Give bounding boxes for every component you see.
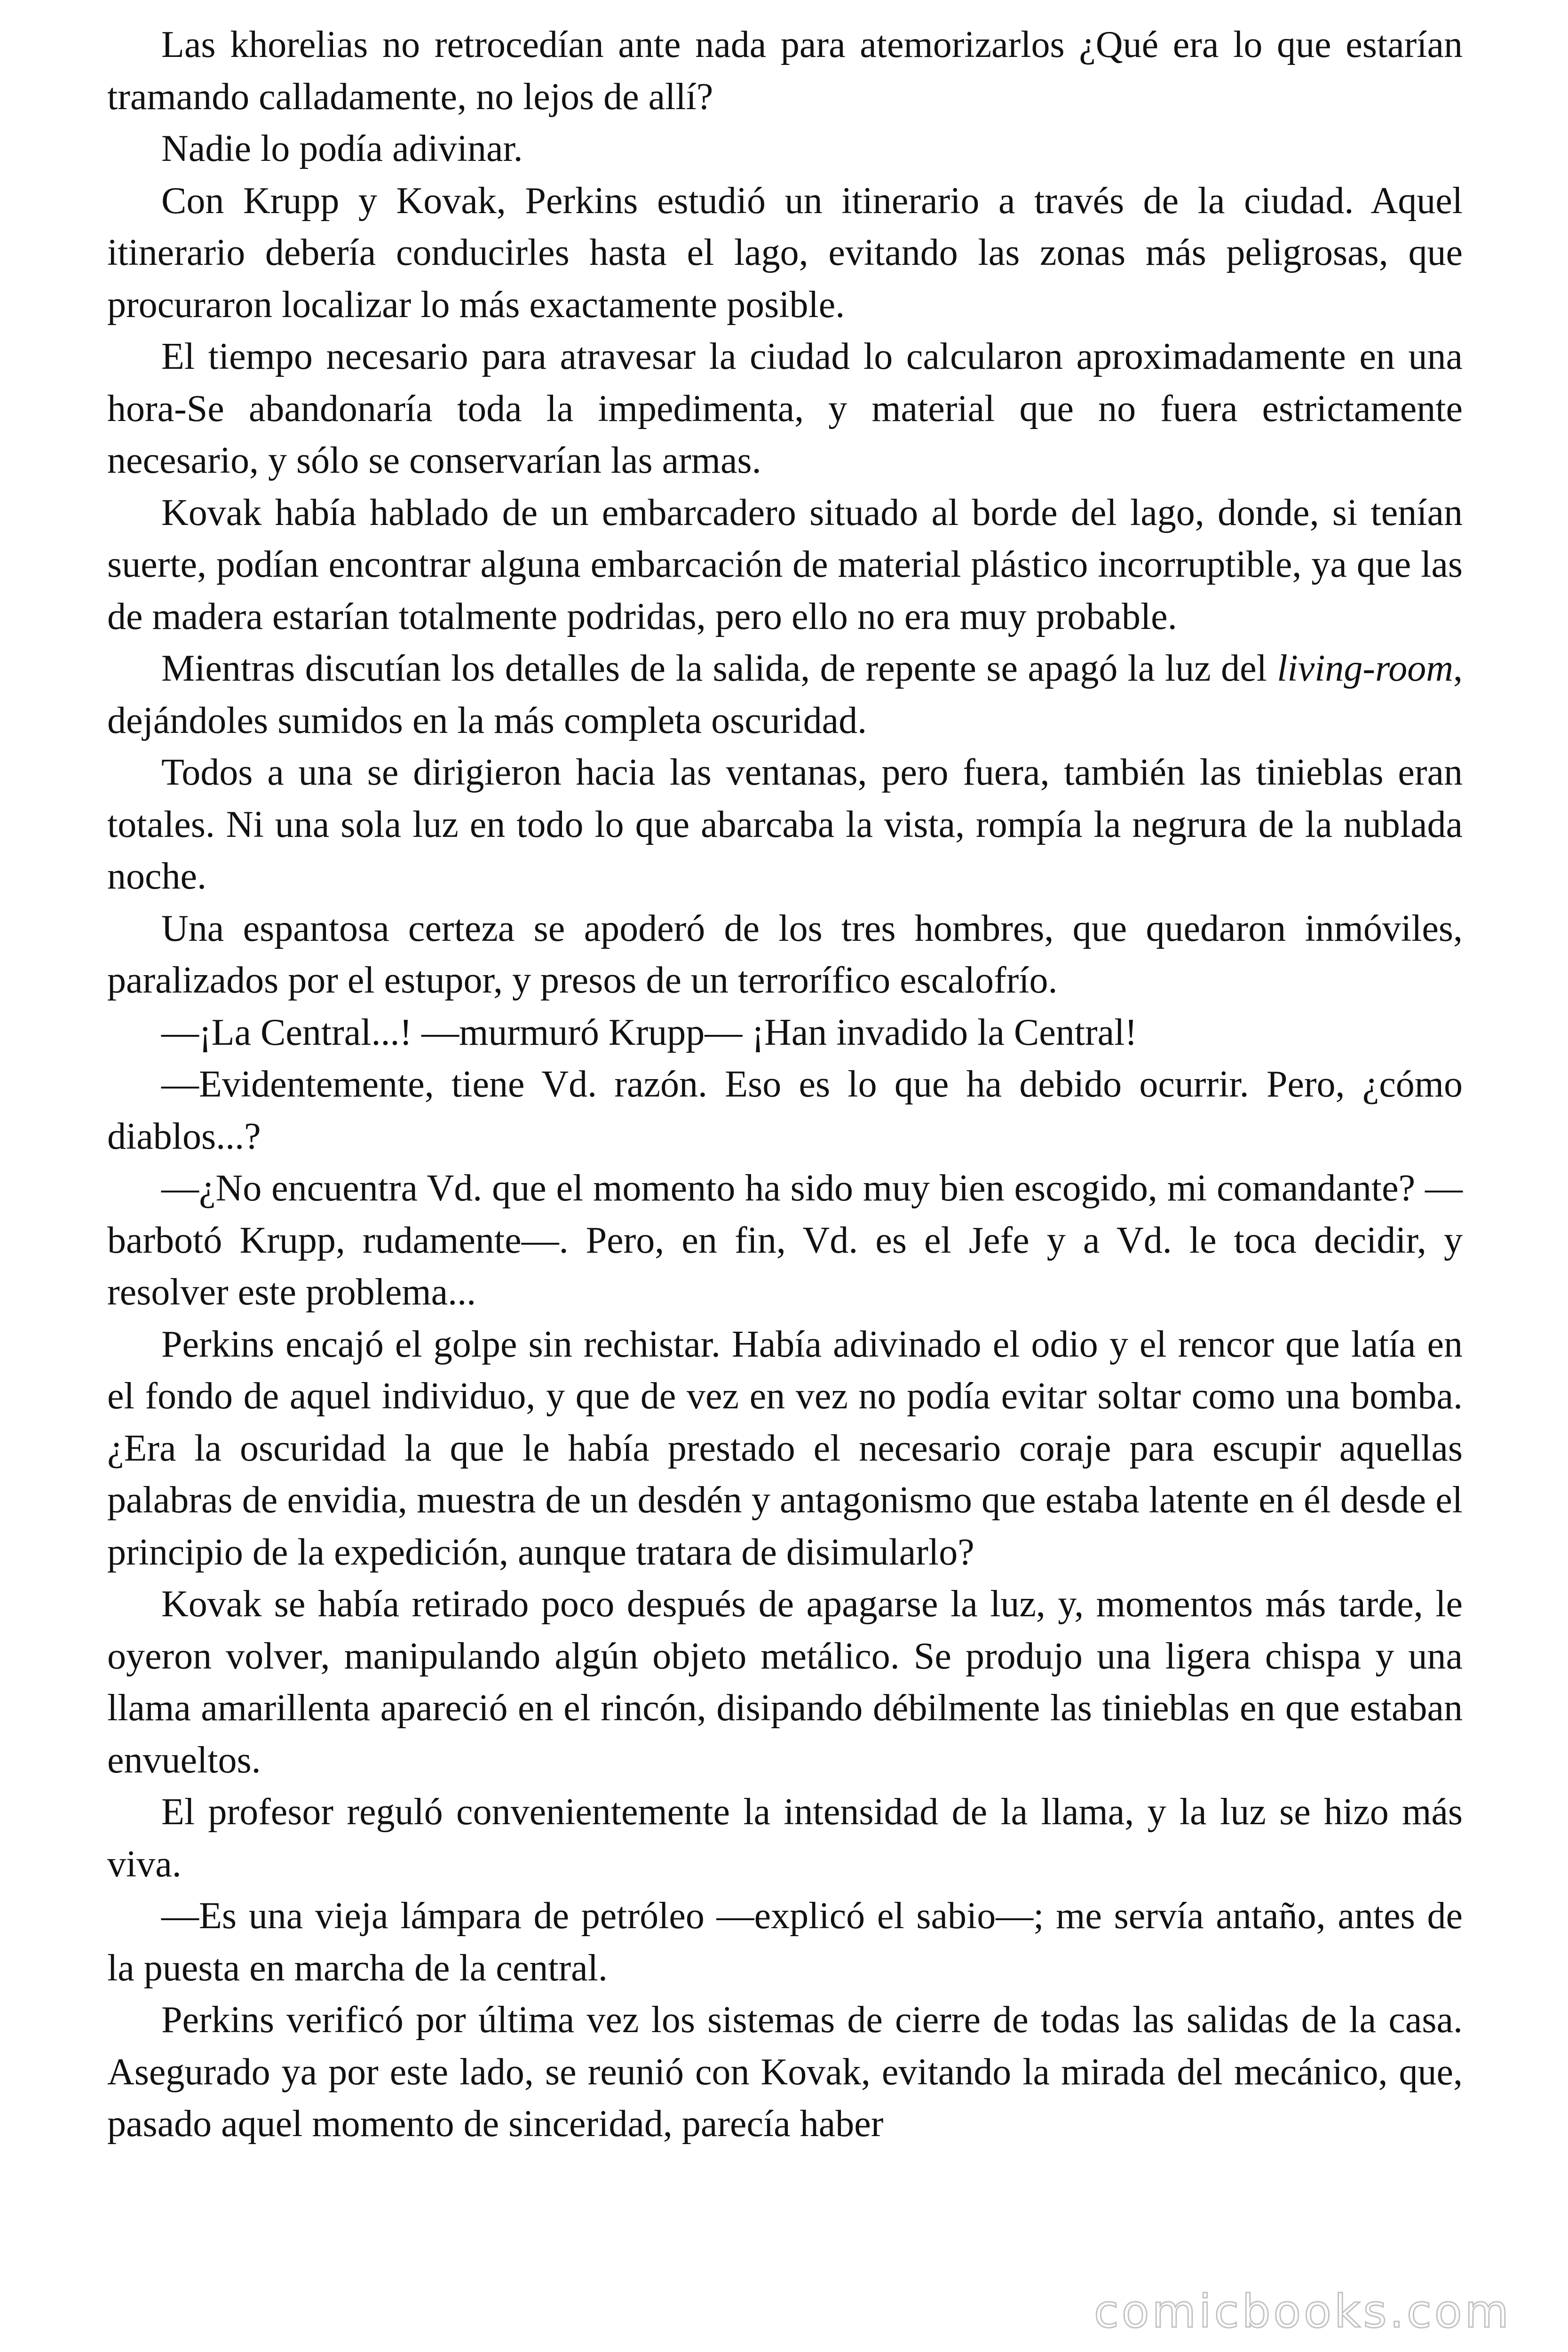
paragraph-6-italic: living-room <box>1277 648 1453 689</box>
paragraph-2: Nadie lo podía adivinar. <box>161 128 523 169</box>
watermark: comicbooks.com <box>1093 2285 1512 2338</box>
paragraph-16: Perkins verificó por última vez los sistemas de cierre de todas las salidas de la casa. Asegurado ya por este lado, se reunió con Kovak, evitando la mirada del mecánico, que, pasado aquel momento de sinceridad, parecía haber <box>107 1999 1463 2145</box>
paragraph-13: Kovak se había retirado poco después de apagarse la luz, y, momentos más tarde, le oyeron volver, manipulando algún objeto metálico. Se produjo una ligera chispa y una llama amarillenta apareció en el rincón, disipando débilmente las tinieblas en que estaban envueltos. <box>107 1583 1463 1781</box>
paragraph-4: El tiempo necesario para atravesar la ciudad lo calcularon aproximadamente en una hora-Se abandonaría toda la impedimenta, y material que no fuera estrictamente necesario, y sólo se conservarían las armas. <box>107 336 1463 481</box>
paragraph-14: El profesor reguló convenientemente la intensidad de la llama, y la luz se hizo más viva. <box>107 1791 1463 1885</box>
paragraph-6-after: , dejándoles sumidos en la más completa oscuridad. <box>107 648 1463 741</box>
paragraph-8: Una espantosa certeza se apoderó de los tres hombres, que quedaron inmóviles, paralizados por el estupor, y presos de un terrorífico escalofrío. <box>107 907 1463 1001</box>
paragraph-15: —Es una vieja lámpara de petróleo —explicó el sabio—; me servía antaño, antes de la puesta en marcha de la central. <box>107 1895 1463 1989</box>
paragraph-10: —Evidentemente, tiene Vd. razón. Eso es lo que ha debido ocurrir. Pero, ¿cómo diablos...? <box>107 1064 1463 1157</box>
paragraph-6-before: Mientras discutían los detalles de la salida, de repente se apagó la luz del <box>161 648 1277 689</box>
paragraph-7: Todos a una se dirigieron hacia las ventanas, pero fuera, también las tinieblas eran totales. Ni una sola luz en todo lo que abarcaba la vista, rompía la negrura de la nublada noche. <box>107 752 1463 897</box>
page-text <box>107 19 1463 2150</box>
paragraph-5: Kovak había hablado de un embarcadero situado al borde del lago, donde, si tenían suerte, podían encontrar alguna embarcación de material plástico incorruptible, ya que las de madera estarían totalmente podridas, pero ello no era muy probable. <box>107 492 1463 637</box>
paragraph-12: Perkins encajó el golpe sin rechistar. Había adivinado el odio y el rencor que latía en el fondo de aquel individuo, y que de vez en vez no podía evitar soltar como una bomba. ¿Era la oscuridad la que le había prestado el necesario coraje para escupir aquellas palabras de envidia, muestra de un desdén y antagonismo que estaba latente en él desde el principio de la expedición, aunque tratara de disimularlo? <box>107 1323 1463 1573</box>
paragraph-11: —¿No encuentra Vd. que el momento ha sido muy bien escogido, mi comandante? —barbotó Krupp, rudamente—. Pero, en fin, Vd. es el Jefe y a Vd. le toca decidir, y resolver este problema... <box>107 1168 1463 1313</box>
paragraph-6 <box>107 643 1463 747</box>
paragraph-1: Las khorelias no retrocedían ante nada para atemorizarlos ¿Qué era lo que estarían tramando calladamente, no lejos de allí? <box>107 24 1463 118</box>
paragraph-9: —¡La Central...! —murmuró Krupp— ¡Han invadido la Central! <box>161 1011 1137 1053</box>
paragraph-3: Con Krupp y Kovak, Perkins estudió un itinerario a través de la ciudad. Aquel itinerario debería conducirles hasta el lago, evitando las zonas más peligrosas, que procuraron localizar lo más exactamente posible. <box>107 180 1463 326</box>
